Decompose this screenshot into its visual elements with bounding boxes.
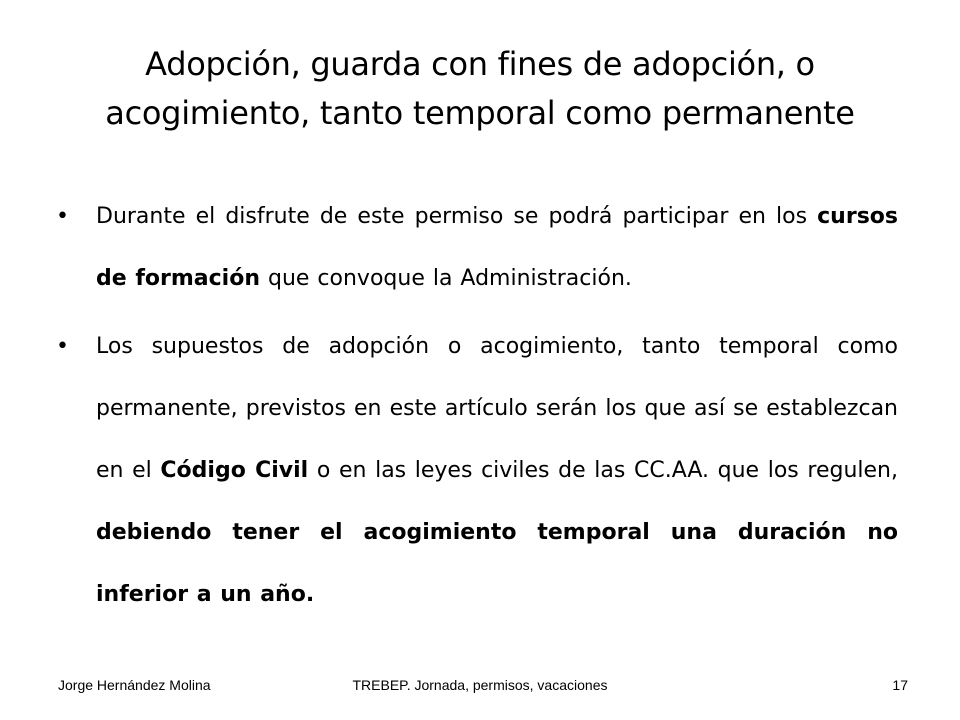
bullet-text-segment: Los supuestos de adopción o acogimiento, tanto temporal como permanente, previstos en este artículo serán los que así se establezcan en el <box>96 334 898 483</box>
footer-presentation-title: TREBEP. Jornada, permisos, vacaciones <box>352 677 608 693</box>
bullet-text-segment: Durante el disfrute de este permiso se podrá participar en los <box>96 204 818 229</box>
bullet-item <box>56 186 898 310</box>
bullet-text-bold: Código Civil <box>160 458 309 483</box>
footer-author: Jorge Hernández Molina <box>58 677 211 693</box>
slide-title: Adopción, guarda con fines de adopción, o acogimiento, tanto temporal como permanente <box>105 45 855 132</box>
bullet-text-bold: debiendo tener el acogimiento temporal una duración no inferior a un año. <box>96 520 898 607</box>
footer-page-number: 17 <box>892 677 908 693</box>
bullet-point-icon: • <box>56 334 69 359</box>
slide-body <box>56 186 898 632</box>
bullet-item <box>56 316 898 626</box>
bullet-point-icon: • <box>56 204 69 229</box>
bullet-text-segment: que convoque la Administración. <box>260 266 632 291</box>
bullet-text-segment: o en las leyes civiles de las CC.AA. que los regulen, <box>308 458 898 483</box>
bullet-text-bold: cursos de formación <box>96 204 898 291</box>
